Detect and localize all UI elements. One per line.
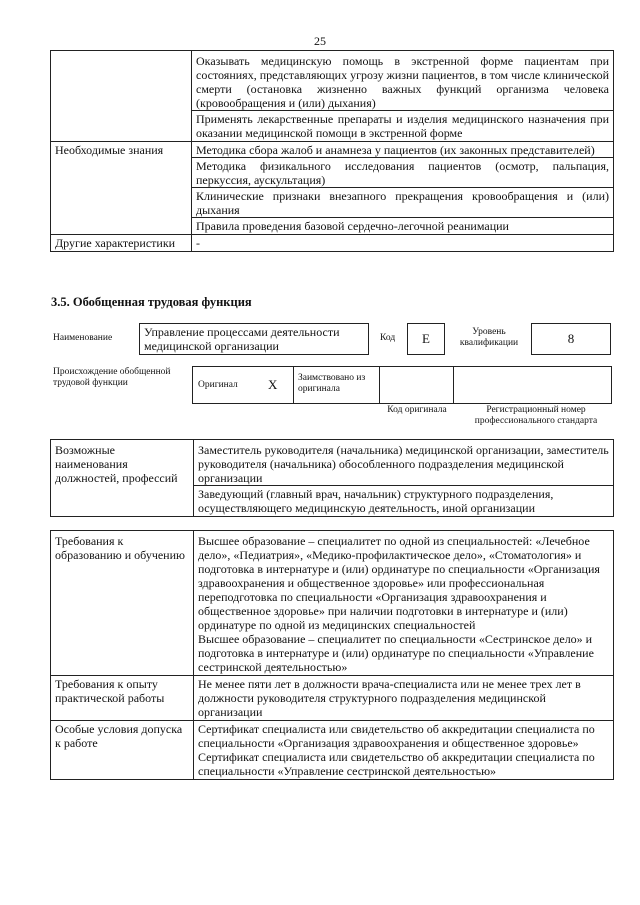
requirements-table xyxy=(50,530,614,780)
skills-knowledge-table xyxy=(50,50,614,252)
table-row xyxy=(51,51,614,142)
experience-cell xyxy=(194,676,614,721)
special-conditions-label: Особые условия допуска к работе xyxy=(51,721,194,780)
origin-box xyxy=(192,366,612,404)
function-name-value: Управление процессами деятельности медицинской организации xyxy=(144,325,340,353)
positions-cell xyxy=(194,440,614,517)
table-row xyxy=(51,440,614,517)
position-item: Заведующий (главный врач, начальник) структурного подразделения, осуществляющего медицинскую деятельность, иной организации xyxy=(194,485,613,515)
education-cell xyxy=(194,531,614,676)
table-row xyxy=(51,721,614,780)
code-original-caption: Код оригинала xyxy=(387,405,447,415)
knowledge-item: Методика физикального исследования пациентов (осмотр, пальпация, перкуссия, аускультация) xyxy=(192,157,613,187)
experience-item: Не менее пяти лет в должности врача-специалиста или не менее трех лет в должности руководителя структурного подразделения медицинской организации xyxy=(198,677,581,719)
knowledge-item: Методика сбора жалоб и анамнеза у пациентов (их законных представителей) xyxy=(196,143,595,157)
level-label: Уровень квалификации xyxy=(459,327,519,348)
positions-label: Возможные наименования должностей, профессий xyxy=(51,440,194,517)
registration-number-caption: Регистрационный номер профессионального стандарта xyxy=(474,405,598,426)
special-condition-item: Сертификат специалиста или свидетельство об аккредитации специалиста по специальности «Управление сестринской деятельностью» xyxy=(198,750,595,778)
code-label: Код xyxy=(380,333,396,343)
name-label: Наименование xyxy=(53,333,113,343)
original-label: Оригинал xyxy=(198,380,238,390)
table-row xyxy=(51,676,614,721)
origin-label: Происхождение обобщенной трудовой функции xyxy=(53,367,171,388)
other-characteristics-label: Другие характеристики xyxy=(51,235,192,252)
borrowed-label: Заимствовано из оригинала xyxy=(298,373,366,394)
skill-item: Оказывать медицинскую помощь в экстренной форме пациентам при состояниях, представляющих угрозу жизни пациентов, в том числе клинической смерти (остановка жизненно важных функций организма человека (кровообращения и (или) дыхания) xyxy=(196,54,609,110)
positions-table xyxy=(50,439,614,517)
table-row xyxy=(51,235,614,252)
knowledge-item: Клинические признаки внезапного прекращения кровообращения и (или) дыхания xyxy=(192,187,613,217)
section-title: 3.5. Обобщенная трудовая функция xyxy=(51,295,252,309)
other-characteristics-value: - xyxy=(192,235,614,252)
level-value: 8 xyxy=(567,331,575,346)
page-number: 25 xyxy=(314,34,326,48)
original-mark: X xyxy=(268,377,278,392)
position-item: Заместитель руководителя (начальника) медицинской организации, заместитель руководителя (начальника) обособленного подразделения медицинской организации xyxy=(198,443,609,485)
code-value: E xyxy=(422,331,430,346)
table-row xyxy=(51,142,614,235)
knowledge-item: Правила проведения базовой сердечно-легочной реанимации xyxy=(192,217,613,233)
knowledge-cell xyxy=(192,142,614,235)
education-item: Высшее образование – специалитет по одной из специальностей: «Лечебное дело», «Педиатрия», «Медико-профилактическое дело», «Стоматология» и подготовка в интернатуре и (или) ординатуре по специальности «Организация здравоохранения и общественное здоровье» или профессиональная переподготовка по специальности «Организация здравоохранения и общественное здоровье» при наличии подготовки в интернатуре и (или) ординатуре по одной из медицинских специальностей xyxy=(198,534,600,632)
special-conditions-cell xyxy=(194,721,614,780)
special-condition-item: Сертификат специалиста или свидетельство об аккредитации специалиста по специальности «Организация здравоохранения и общественное здоровье» xyxy=(198,722,595,750)
skill-cell xyxy=(192,51,614,142)
education-item: Высшее образование – специалитет по специальности «Сестринское дело» и подготовка в интернатуре и (или) ординатуре по специальности «Управление сестринской деятельностью» xyxy=(198,632,594,674)
table-row xyxy=(51,531,614,676)
experience-label: Требования к опыту практической работы xyxy=(51,676,194,721)
knowledge-label: Необходимые знания xyxy=(51,142,192,235)
skill-item: Применять лекарственные препараты и изделия медицинского назначения при оказании медицинской помощи в экстренной форме xyxy=(192,110,613,140)
education-label: Требования к образованию и обучению xyxy=(51,531,194,676)
